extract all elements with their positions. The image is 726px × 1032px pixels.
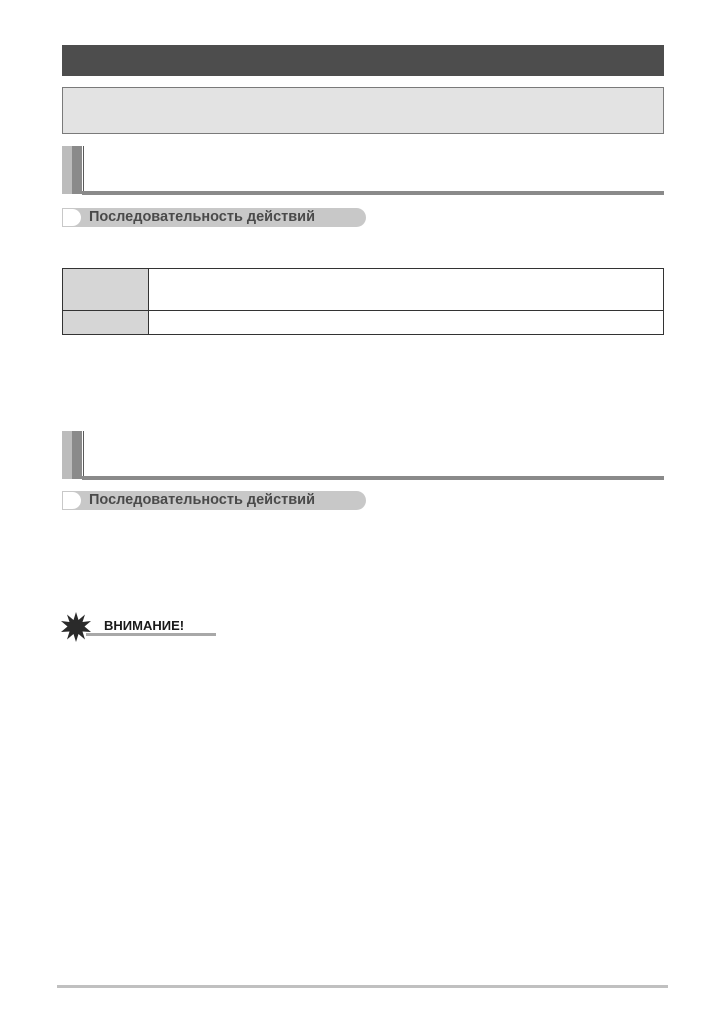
procedure-tag-2 [62,491,366,510]
heading-marker-edge [83,146,84,191]
heading-marker-light [62,146,72,194]
subsection-heading-2 [62,431,664,483]
heading-marker-light [62,431,72,479]
procedure-tab-icon [62,208,82,227]
warning-callout [60,612,220,642]
warning-underline [86,633,216,636]
heading-marker-dark [72,431,82,479]
warning-label: ВНИМАНИЕ! [104,618,185,633]
procedure-label: Последовательность действий [89,209,315,225]
footer-rule [57,985,668,988]
procedure-label: Последовательность действий [89,492,315,508]
heading-underline [82,191,664,195]
table-key-cell [63,311,149,335]
subsection-heading-1 [62,146,664,198]
section-title-bar [62,87,664,134]
heading-marker-edge [83,431,84,476]
table-row [63,269,664,311]
warning-burst-icon [60,612,92,642]
table-value-cell [149,311,664,335]
chapter-title-bar [62,45,664,76]
heading-marker-dark [72,146,82,194]
procedure-tag-1 [62,208,366,227]
heading-underline [82,476,664,480]
table-key-cell [63,269,149,311]
table-row [63,311,664,335]
procedure-tab-icon [62,491,82,510]
table-value-cell [149,269,664,311]
settings-table [62,268,664,335]
